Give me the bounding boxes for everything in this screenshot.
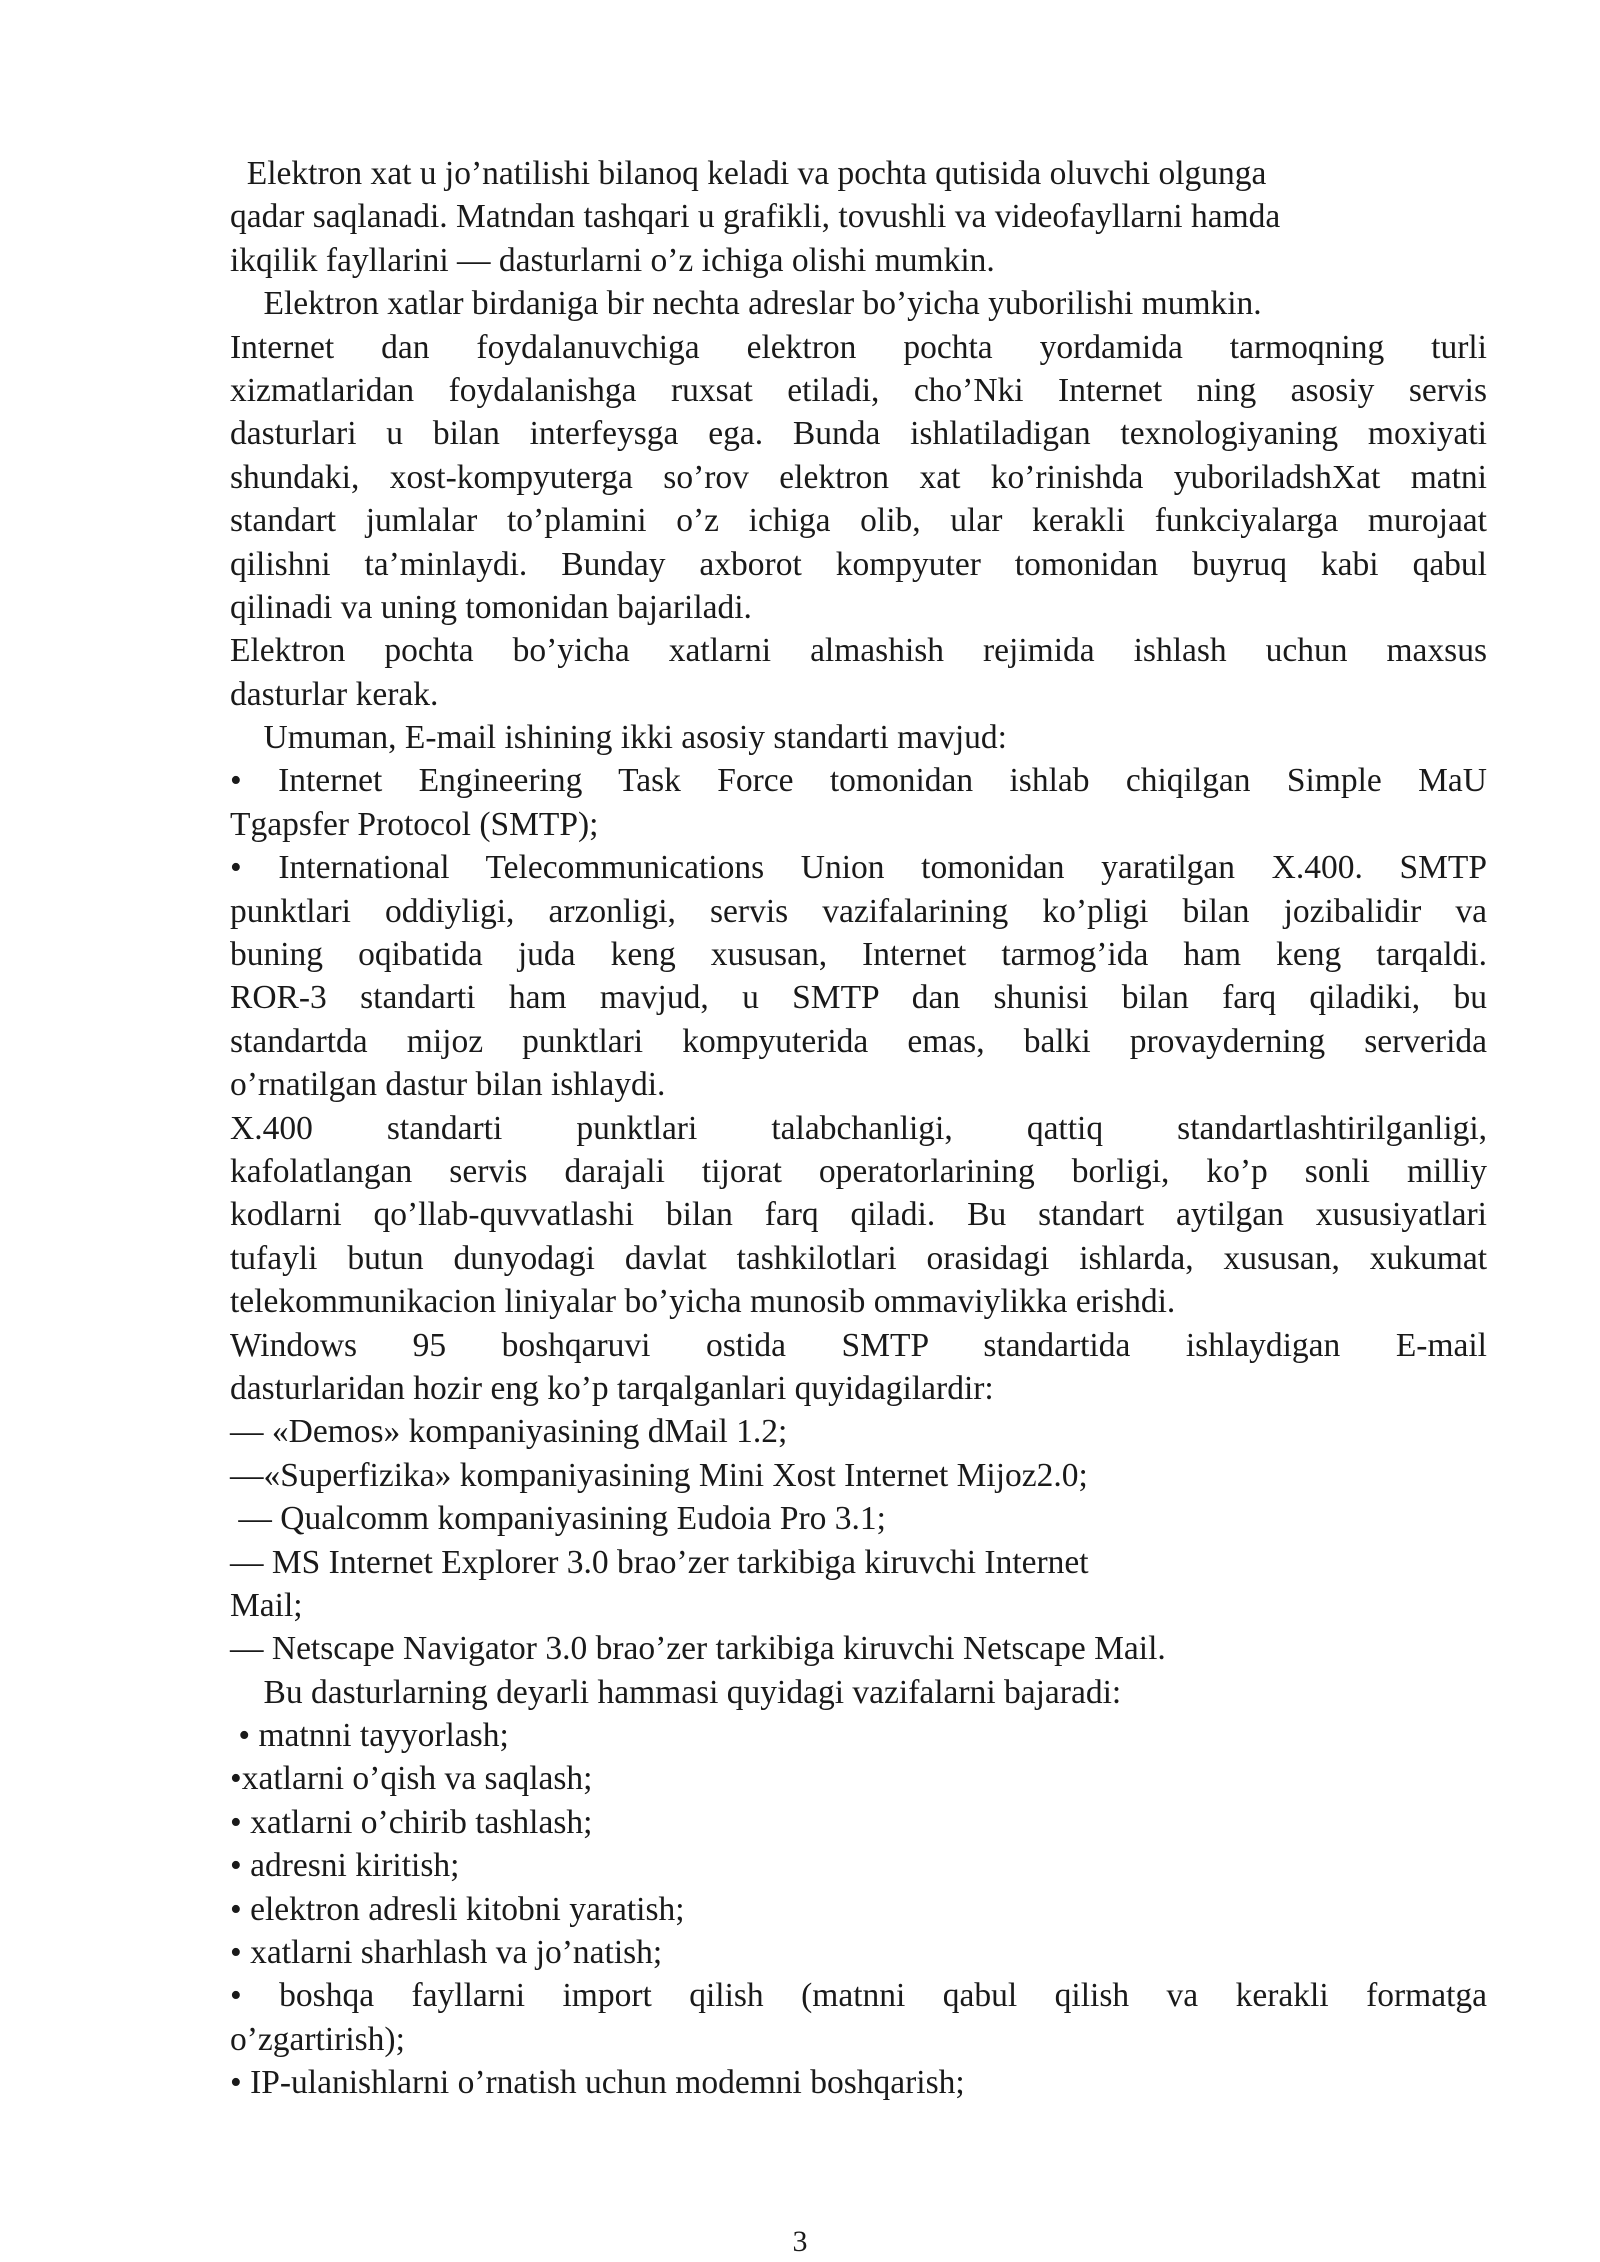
text-line: • elektron adresli kitobni yaratish; [230,1890,685,1928]
text-line: • Internet Engineering Task Force tomonidan ishlab chiqilgan Simple MaU [230,762,1487,800]
text-line: tufayli butun dunyodagi davlat tashkilotlari orasidagi ishlarda, xususan, xukumat [230,1239,1487,1277]
text-line: buning oqibatida juda keng xususan, Internet tarmog’ida ham keng tarqaldi. [230,936,1487,974]
text-line: • IP-ulanishlarni o’rnatish uchun modemni boshqarish; [230,2064,965,2102]
text-line: kafolatlangan servis darajali tijorat operatorlarining borligi, ko’p sonli milliy [230,1152,1487,1190]
text-line: Internet dan foydalanuvchiga elektron pochta yordamida tarmoqning turli [230,328,1487,366]
text-line: • adresni kiritish; [230,1847,460,1885]
text-line: Mail; [230,1586,303,1624]
text-line: o’zgartirish); [230,2020,405,2058]
text-line: X.400 standarti punktlari talabchanligi, qattiq standartlashtirilganligi, [230,1109,1487,1147]
text-line: Elektron xatlar birdaniga bir nechta adreslar bo’yicha yuborilishi mumkin. [230,285,1262,323]
text-line: Bu dasturlarning deyarli hammasi quyidagi vazifalarni bajaradi: [230,1673,1122,1711]
text-line: shundaki, xost-kompyuterga so’rov elektron xat ko’rinishda yuboriladshXat matni [230,458,1487,496]
text-line: kodlarni qo’llab-quvvatlashi bilan farq qiladi. Bu standart aytilgan xususiyatlari [230,1196,1487,1234]
text-line: • matnni tayyorlash; [230,1717,509,1755]
text-line: •xatlarni o’qish va saqlash; [230,1760,593,1798]
text-line: • xatlarni sharhlash va jo’natish; [230,1934,663,1972]
text-line: qadar saqlanadi. Matndan tashqari u grafikli, tovushli va videofayllarni hamda [230,198,1281,236]
text-line: • International Telecommunications Union tomonidan yaratilgan X.400. SMTP [230,849,1487,887]
text-line: qilinadi va uning tomonidan bajariladi. [230,588,752,626]
text-line: — Qualcomm kompaniyasining Eudoia Pro 3.1; [230,1500,886,1538]
body-text [230,152,1487,2105]
text-line: • xatlarni o’chirib tashlash; [230,1803,593,1841]
text-line: telekommunikacion liniyalar bo’yicha munosib ommaviylikka erishdi. [230,1283,1176,1321]
text-line: Windows 95 boshqaruvi ostida SMTP standartida ishlaydigan E-mail [230,1326,1487,1364]
page-number: 3 [792,2225,808,2258]
text-line: dasturlaridan hozir eng ko’p tarqalganlari quyidagilardir: [230,1369,994,1407]
text-line: dasturlar kerak. [230,675,439,713]
text-line: — Netscape Navigator 3.0 brao’zer tarkibiga kiruvchi Netscape Mail. [230,1630,1166,1668]
text-line: ikqilik fayllarini — dasturlarni o’z ichiga olishi mumkin. [230,241,995,279]
text-line: • boshqa fayllarni import qilish (matnni qabul qilish va kerakli formatga [230,1977,1487,2015]
text-line: punktlari oddiyligi, arzonligi, servis vazifalarining ko’pligi bilan jozibalidir va [230,892,1487,930]
text-line: o’rnatilgan dastur bilan ishlaydi. [230,1066,666,1104]
text-line: —«Superfizika» kompaniyasining Mini Xost Internet Mijoz2.0; [230,1456,1088,1494]
text-line: — «Demos» kompaniyasining dMail 1.2; [230,1413,788,1451]
text-line: — MS Internet Explorer 3.0 brao’zer tarkibiga kiruvchi Internet [230,1543,1089,1581]
text-line: dasturlari u bilan interfeysga ega. Bunda ishlatiladigan texnologiyaning moxiyati [230,415,1487,453]
text-line: Elektron xat u jo’natilishi bilanoq keladi va pochta qutisida oluvchi olgunga [230,155,1267,192]
text-line: xizmatlaridan foydalanishga ruxsat etiladi, cho’Nki Internet ning asosiy servis [230,371,1487,409]
text-line: Tgapsfer Protocol (SMTP); [230,805,599,843]
text-line: Umuman, E-mail ishining ikki asosiy standarti mavjud: [230,719,1007,757]
text-line: standart jumlalar to’plamini o’z ichiga olib, ular kerakli funkciyalarga murojaat [230,502,1487,540]
text-line: standartda mijoz punktlari kompyuterida emas, balki provayderning serverida [230,1022,1487,1060]
text-line: qilishni ta’minlaydi. Bunday axborot kompyuter tomonidan buyruq kabi qabul [230,545,1487,583]
text-line: ROR-3 standarti ham mavjud, u SMTP dan shunisi bilan farq qiladiki, bu [230,979,1487,1017]
text-line: Elektron pochta bo’yicha xatlarni almashish rejimida ishlash uchun maxsus [230,632,1487,670]
